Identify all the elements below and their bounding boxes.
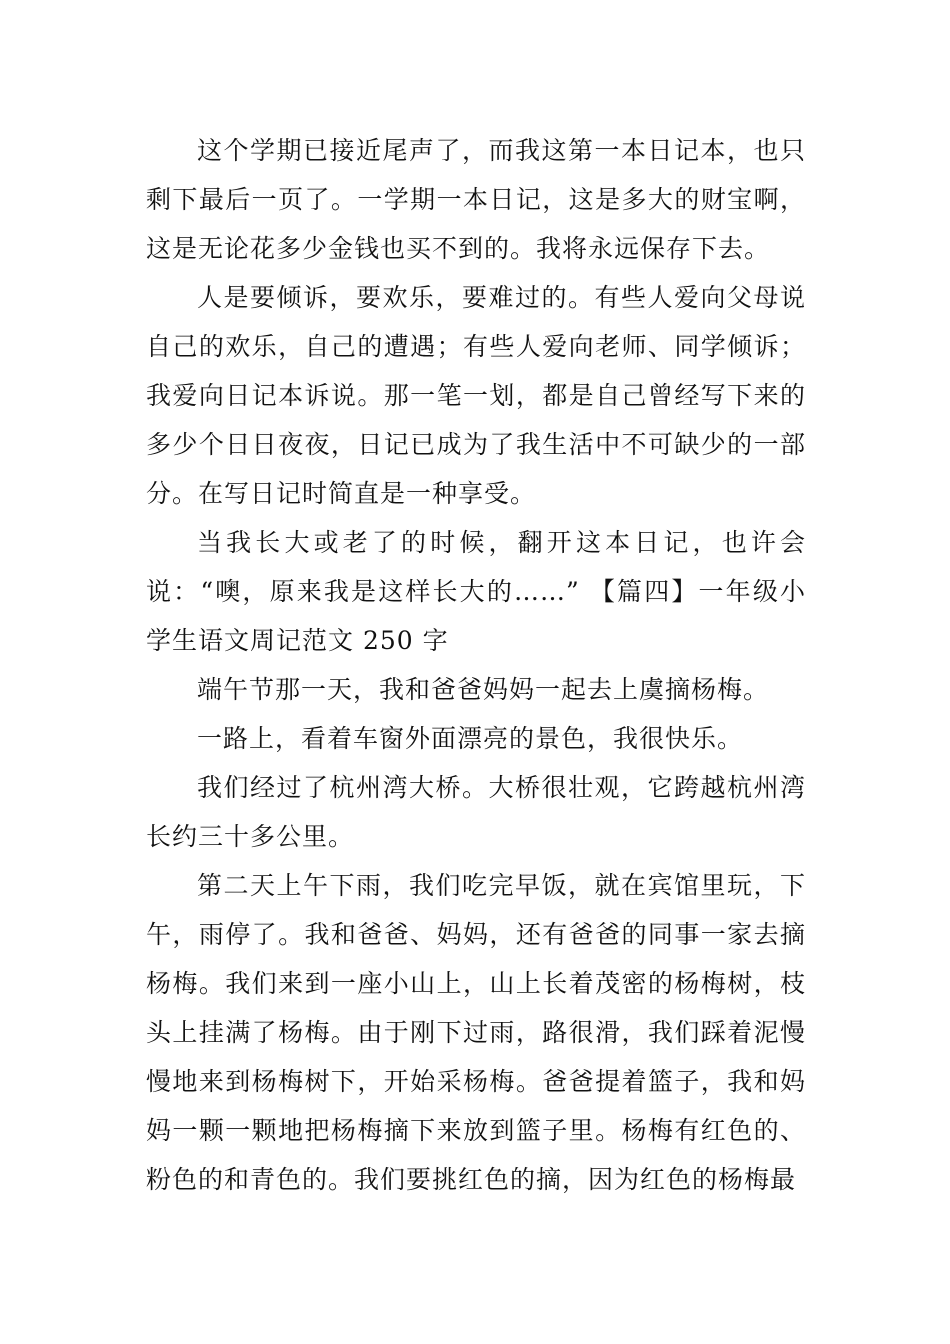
paragraph-6: 我们经过了杭州湾大桥。大桥很壮观，它跨越杭州湾长约三十多公里。 [146,773,806,851]
paragraph-3: 当我长大或老了的时候，翻开这本日记，也许会说：“噢，原来我是这样长大的……” 【篇四】一年级小学生语文周记范文 250 字 [146,528,806,655]
paragraph-7: 第二天上午下雨，我们吃完早饭，就在宾馆里玩，下午，雨停了。我和爸爸、妈妈，还有爸爸的同事一家去摘杨梅。我们来到一座小山上，山上长着茂密的杨梅树，枝头上挂满了杨梅。由于刚下过雨，路很滑，我们踩着泥慢慢地来到杨梅树下，开始采杨梅。爸爸提着篮子，我和妈妈一颗一颗地把杨梅摘下来放到篮子里。杨梅有红色的、粉色的和青色的。我们要挑红色的摘，因为红色的杨梅最 [146,871,806,1194]
paragraph-2: 人是要倾诉，要欢乐，要难过的。有些人爱向父母说自己的欢乐，自己的遭遇；有些人爱向老师、同学倾诉；我爱向日记本诉说。那一笔一划，都是自己曾经写下来的多少个日日夜夜，日记已成为了我生活中不可缺少的一部分。在写日记时简直是一种享受。 [146,283,806,508]
paragraph-4: 端午节那一天，我和爸爸妈妈一起去上虞摘杨梅。 [197,675,770,704]
document-page [146,126,806,1204]
paragraph-1: 这个学期已接近尾声了，而我这第一本日记本，也只剩下最后一页了。一学期一本日记，这是多大的财宝啊，这是无论花多少金钱也买不到的。我将永远保存下去。 [146,136,806,263]
paragraph-5: 一路上，看着车窗外面漂亮的景色，我很快乐。 [197,724,744,753]
